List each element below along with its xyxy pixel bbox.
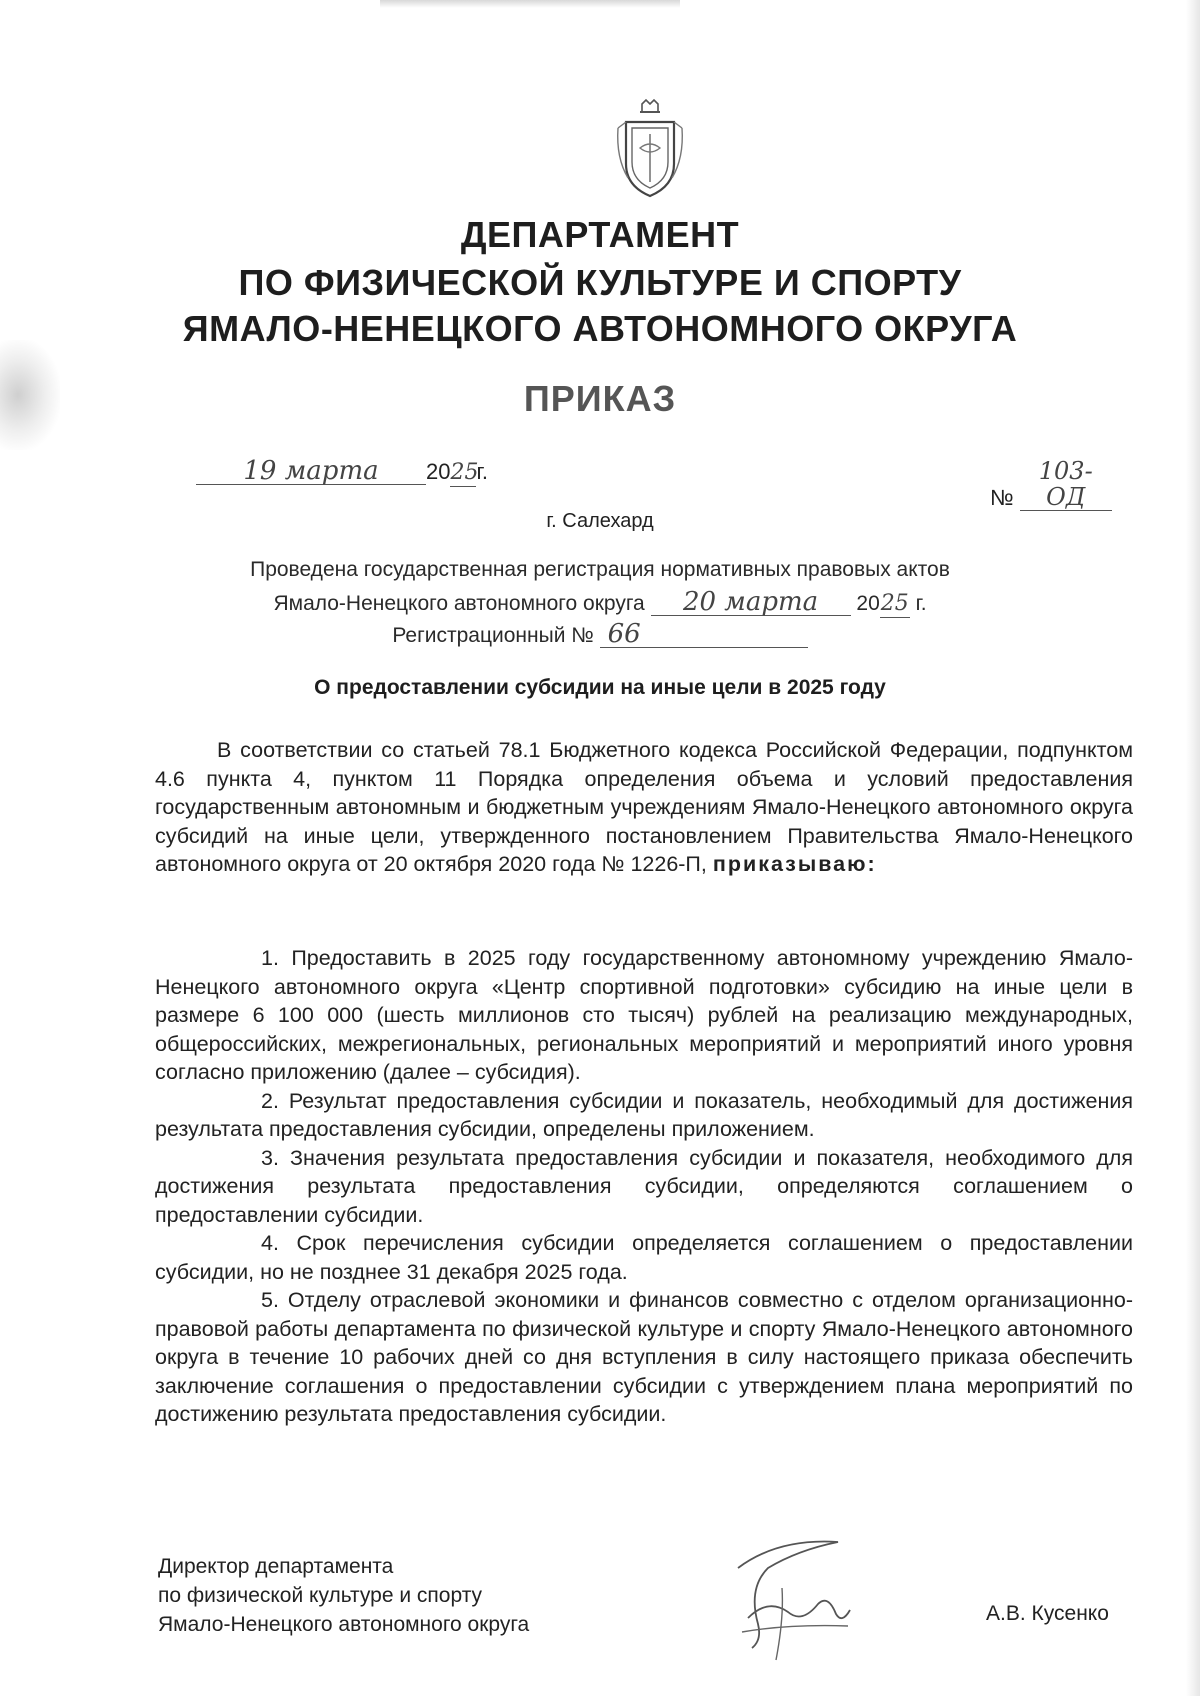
registration-date-handwritten: 20 марта	[651, 589, 851, 616]
registration-number-label: Регистрационный №	[392, 624, 594, 647]
document-title: О предоставлении субсидии на иные цели в 2025 году	[314, 676, 886, 699]
order-year-prefix: 20	[426, 459, 451, 484]
department-title-line2: ПО ФИЗИЧЕСКОЙ КУЛЬТУРЕ И СПОРТУ	[238, 262, 962, 303]
order-date-handwritten: 19 марта	[196, 458, 426, 485]
order-date	[196, 458, 488, 487]
order-number-handwritten: 103-ОД	[1020, 458, 1112, 511]
department-title-line3: ЯМАЛО-НЕНЕЦКОГО АВТОНОМНОГО ОКРУГА	[182, 308, 1018, 349]
registration-year-handwritten: 25	[880, 591, 909, 616]
order-year-suffix: г.	[476, 459, 488, 484]
scan-artifact-top	[380, 0, 680, 8]
registration-year-suffix: г.	[915, 592, 927, 615]
preamble-emphasis: приказываю:	[712, 852, 877, 876]
coat-of-arms-icon	[614, 98, 686, 200]
order-item-5: 5. Отделу отраслевой экономики и финансов совместно с отделом организационно-правовой работы департамента по физической культуре и спорту Ямало-Ненецкого автономного округа в течение 10 рабочих дней со дня вступления в силу настоящего приказа обеспечить заключение соглашения о предоставлении субсидии с утверждением плана мероприятий по достижению результата предоставления субсидии.	[155, 1288, 1133, 1426]
signatory-position-line2: по физической культуре и спорту	[158, 1584, 483, 1607]
registration-number-handwritten: 66	[600, 621, 808, 648]
signatory-name: А.В. Кусенко	[986, 1602, 1109, 1625]
registration-line2	[0, 589, 1200, 618]
handwritten-signature	[718, 1528, 868, 1668]
signatory-position	[158, 1552, 529, 1639]
order-items	[155, 944, 1133, 1429]
preamble-text: В соответствии со статьей 78.1 Бюджетного кодекса Российской Федерации, подпунктом 4.6 пункта 4, пунктом 11 Порядка определения объема и условий предоставления государственным автономным и бюджетным учреждениям Ямало-Ненецкого автономного округа субсидий на иные цели, утвержденного постановлением Правительства Ямало-Ненецкого автономного округа от 20 октября 2020 года № 1226-П,	[155, 738, 1133, 876]
preamble-paragraph	[155, 736, 1133, 879]
registration-number	[0, 621, 1200, 648]
registration-year-prefix: 20	[856, 592, 880, 615]
order-number	[990, 458, 1112, 511]
document-type: ПРИКАЗ	[523, 378, 677, 419]
registration-region: Ямало-Ненецкого автономного округа	[273, 592, 645, 615]
registration-line1: Проведена государственная регистрация нормативных правовых актов	[250, 558, 950, 581]
order-item-3: 3. Значения результата предоставления субсидии и показателя, необходимого для достижения результата предоставления субсидии, определяются соглашением о предоставлении субсидии.	[155, 1145, 1133, 1227]
signatory-position-line3: Ямало-Ненецкого автономного округа	[158, 1613, 530, 1636]
order-item-4: 4. Срок перечисления субсидии определяется соглашением о предоставлении субсидии, но не позднее 31 декабря 2025 года.	[155, 1231, 1133, 1284]
order-year-handwritten: 25	[450, 460, 479, 485]
city: г. Салехард	[546, 510, 654, 532]
department-title-line1: ДЕПАРТАМЕНТ	[460, 214, 740, 255]
order-item-1: 1. Предоставить в 2025 году государственному автономному учреждению Ямало-Ненецкого автономного округа «Центр спортивной подготовки» субсидию на иные цели в размере 6 100 000 (шесть миллионов сто тысяч) рублей на реализацию международных, общероссийских, межрегиональных, региональных мероприятий и мероприятий иного уровня согласно приложению (далее – субсидия).	[155, 946, 1133, 1084]
order-item-2: 2. Результат предоставления субсидии и показатель, необходимый для достижения результата предоставления субсидии, определены приложением.	[155, 1088, 1133, 1141]
order-number-label: №	[990, 485, 1014, 510]
signatory-position-line1: Директор департамента	[158, 1555, 394, 1578]
